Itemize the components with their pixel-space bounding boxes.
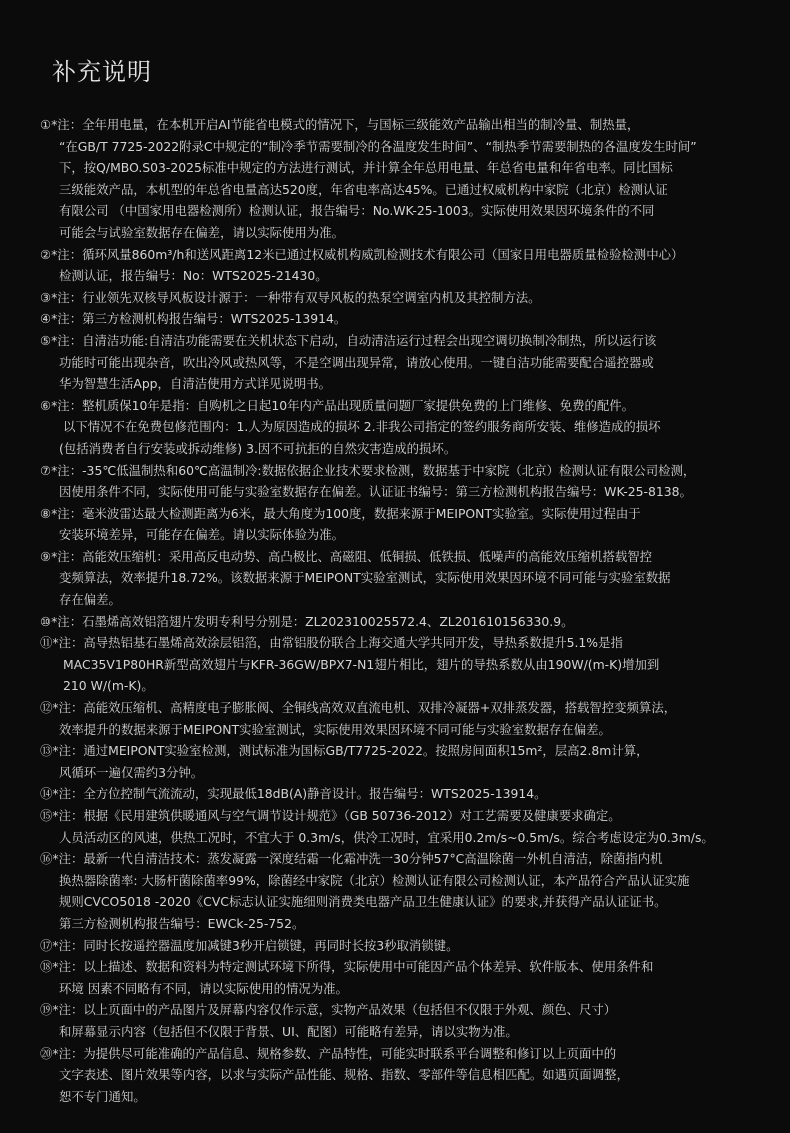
note-continuation-line: 210 W/(m-K)。 — [63, 678, 154, 694]
note-continuation-line: 功能时可能出现杂音，吹出冷风或热风等，不是空调出现异常，请放心使用。一键自洁功能需要配合遥控器或 — [59, 354, 654, 370]
note-item — [40, 1043, 780, 1108]
note-item — [40, 935, 780, 957]
note-continuation-line: “在GB/T 7725-2022附录C中规定的“制冷季节需要制冷的各温度发生时间”、“制热季节需要制热的各温度发生时间” — [59, 138, 697, 154]
note-item — [40, 999, 780, 1042]
note-item — [40, 632, 780, 697]
note-first-line: ⑱*注：以上描述、数据和资料为特定测试环境下所得，实际使用中可能因产品个体差异、软件版本、使用条件和 — [40, 959, 654, 975]
note-continuation-line: 因使用条件不同，实际使用可能与实验室数据存在偏差。认证证书编号：第三方检测机构报告编号：WK-25-8138。 — [59, 484, 692, 500]
note-first-line: ⑫*注：高能效压缩机、高精度电子膨胀阀、全铜线高效双直流电机、双排冷凝器+双排蒸发器，搭载智控变频算法， — [40, 700, 677, 716]
note-item — [40, 697, 780, 740]
note-item — [40, 287, 780, 309]
note-item — [40, 114, 780, 244]
note-first-line: ⑪*注：高导热铝基石墨烯高效涂层铝箔，由常铝股份联合上海交通大学共同开发，导热系数提升5.1%是指 — [40, 635, 623, 651]
note-continuation-line: 安装环境差异，可能存在偏差。请以实际体验为准。 — [59, 527, 344, 543]
note-continuation-line: 存在偏差。 — [59, 592, 121, 608]
note-item — [40, 330, 780, 395]
note-first-line: ⑯*注：最新一代自清洁技术：蒸发凝露一深度结霜一化霜冲洗一30分钟57°C高温除菌一外机自清洁，除菌指内机 — [40, 851, 663, 867]
note-continuation-line: 三级能效产品，本机型的年总省电量高达520度，年省电率高达45%。已通过权威机构中家院（北京）检测认证 — [59, 181, 668, 197]
note-continuation-line: 效率提升的数据来源于MEIPONT实验室测试，实际使用效果因环境不同可能与实验室数据存在偏差。 — [59, 721, 611, 737]
notes-list — [40, 114, 780, 1107]
note-continuation-line: 可能会与试验室数据存在偏差，请以实际使用为准。 — [59, 224, 344, 240]
note-continuation-line: 下，按Q/MBO.S03-2025标准中规定的方法进行测试，并计算全年总用电量、年总省电量和年省电率。同比国标 — [59, 160, 673, 176]
note-item — [40, 395, 780, 460]
note-item — [40, 805, 780, 848]
note-first-line: ⑧*注：毫米波雷达最大检测距离为6米，最大角度为100度，数据来源于MEIPONT实验室。实际使用过程由于 — [40, 505, 641, 521]
note-item — [40, 460, 780, 503]
note-continuation-line: 第三方检测机构报告编号：EWCk-25-752。 — [59, 915, 305, 931]
note-item — [40, 503, 780, 546]
note-continuation-line: 以下情况不在免费包修范围内：1.人为原因造成的损坏 2.非我公司指定的签约服务商所安装、维修造成的损坏 — [63, 419, 661, 435]
note-item — [40, 848, 780, 934]
note-first-line: ⑤*注：自清洁功能:自清洁功能需要在关机状态下启动，自动清洁运行过程会出现空调切换制冷制热，所以运行该 — [40, 332, 657, 348]
note-first-line: ⑳*注：为提供尽可能准确的产品信息、规格参数、产品特性，可能实时联系平台调整和修订以上页面中的 — [40, 1045, 617, 1061]
note-continuation-line: 人员活动区的风速，供热工况时，不宜大于 0.3m/s，供冷工况时，宜采用0.2m/s~0.5m/s。综合考虑设定为0.3m/s。 — [59, 829, 714, 845]
note-first-line: ⑩*注：石墨烯高效铝箔翅片发明专利号分别是：ZL202310025572.4、ZL201610156330.9。 — [40, 613, 574, 629]
note-first-line: ①*注：全年用电量，在本机开启AI节能省电模式的情况下，与国标三级能效产品输出相当的制冷量、制热量， — [40, 117, 640, 132]
note-first-line: ⑨*注：高能效压缩机：采用高反电动势、高凸极比、高磁阻、低铜损、低铁损、低噪声的高能效压缩机搭载智控 — [40, 548, 653, 564]
note-item — [40, 546, 780, 611]
note-first-line: ④*注：第三方检测机构报告编号：WTS2025-13914。 — [40, 311, 347, 327]
note-continuation-line: 恕不专门通知。 — [59, 1088, 146, 1104]
note-item — [40, 308, 780, 330]
note-item — [40, 783, 780, 805]
note-first-line: ⑥*注：整机质保10年是指：自购机之日起10年内产品出现质量问题厂家提供免费的上门维修、免费的配件。 — [40, 397, 635, 413]
note-continuation-line: (包括消费者自行安装或拆动维修) 3.因不可抗拒的自然灾害造成的损坏。 — [59, 440, 457, 456]
note-first-line: ②*注：循环风量860m³/h和送风距离12米已通过权威机构威凯检测技术有限公司（国家日用电器质量检验检测中心） — [40, 246, 684, 262]
note-continuation-line: 换热器除菌率: 大肠杆菌除菌率99%，除菌经中家院（北京）检测认证有限公司检测认证，本产品符合产品认证实施 — [59, 872, 690, 888]
note-first-line: ⑦*注：-35℃低温制热和60℃高温制冷:数据依据企业技术要求检测，数据基于中家院（北京）检测认证有限公司检测， — [40, 462, 696, 478]
note-first-line: ⑮*注：根据《民用建筑供暖通风与空气调节设计规范》（GB 50736-2012）对工艺需要及健康要求确定。 — [40, 808, 621, 823]
note-continuation-line: 文字表述、图片效果等内容，以求与实际产品性能、规格、指数、零部件等信息相匹配。如遇页面调整， — [59, 1067, 629, 1083]
note-first-line: ⑭*注：全方位控制气流流动，实现最低18dB(A)静音设计。报告编号：WTS2025-13914。 — [40, 786, 547, 802]
note-continuation-line: 和屏幕显示内容（包括但不仅限于背景、UI、配图）可能略有差异，请以实物为准。 — [59, 1023, 518, 1039]
note-first-line: ⑰*注：同时长按遥控器温度加减键3秒开启锁键，再同时长按3秒取消锁键。 — [40, 937, 459, 953]
note-first-line: ⑬*注：通过MEIPONT实验室检测，测试标准为国标GB/T7725-2022。按照房间面积15m²，层高2.8m计算， — [40, 743, 649, 759]
page-title: 补充说明 — [52, 58, 152, 86]
note-item — [40, 956, 780, 999]
note-continuation-line: 环境 因素不同略有不同，请以实际使用的情况为准。 — [59, 980, 348, 996]
note-continuation-line: 风循环一遍仅需约3分钟。 — [59, 764, 204, 780]
note-continuation-line: 检测认证，报告编号：No：WTS2025-21430。 — [59, 268, 328, 284]
note-item — [40, 740, 780, 783]
note-continuation-line: 变频算法，效率提升18.72%。该数据来源于MEIPONT实验室测试，实际使用效果因环境不同可能与实验室数据 — [59, 570, 671, 586]
note-continuation-line: 规则CVCO5018 -2020《CVC标志认证实施细则消费类电器产品卫生健康认证》的要求,并获得产品认证证书。 — [59, 894, 667, 910]
note-item — [40, 611, 780, 633]
note-first-line: ⑲*注：以上页面中的产品图片及屏幕内容仅作示意，实物产品效果（包括但不仅限于外观、颜色、尺寸） — [40, 1002, 617, 1018]
note-continuation-line: 有限公司 （中国家用电器检测所）检测认证，报告编号：No.WK-25-1003。实际使用效果因环境条件的不同 — [59, 203, 655, 219]
note-first-line: ③*注：行业领先双核导风板设计源于：一种带有双导风板的热泵空调室内机及其控制方法。 — [40, 289, 541, 305]
note-continuation-line: MAC35V1P80HR新型高效翅片与KFR-36GW/BPX7-N1翅片相比，翅片的导热系数从由190W/(m-K)增加到 — [63, 656, 660, 672]
note-continuation-line: 华为智慧生活App，自清洁使用方式详见说明书。 — [59, 376, 332, 392]
note-item — [40, 244, 780, 287]
